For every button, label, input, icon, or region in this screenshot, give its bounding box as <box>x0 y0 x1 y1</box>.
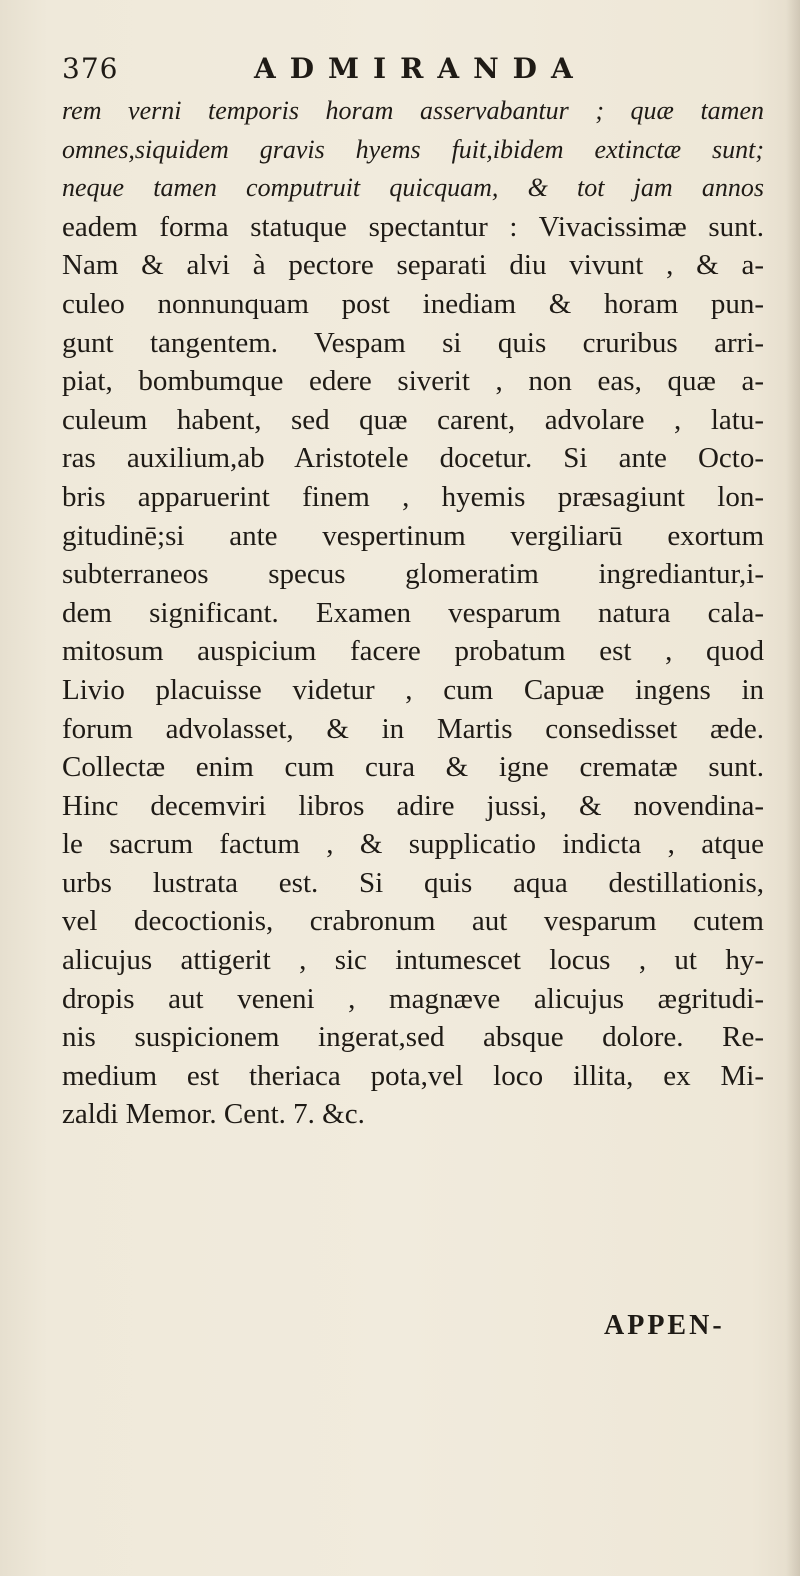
text-line: subterraneos specus glomeratim ingrediantur,i- <box>62 558 764 591</box>
text-line: zaldi Memor. Cent. 7. &c. <box>62 1098 365 1131</box>
text-line: gitudinē;si ante vespertinum vergiliarū exortum <box>62 519 764 552</box>
text-line: dem significant. Examen vesparum natura cala- <box>62 596 764 629</box>
text-line: Nam & alvi à pectore separati diu vivunt , & a- <box>62 249 764 282</box>
text-line: nis suspicionem ingerat,sed absque dolore. Re- <box>62 1021 764 1054</box>
text-line: medium est theriaca pota,vel loco illita, ex Mi- <box>62 1059 764 1092</box>
text-line: le sacrum factum , & supplicatio indicta , atque <box>62 828 764 861</box>
text-line: alicujus attigerit , sic intumescet locus , ut hy- <box>62 944 764 977</box>
text-line: vel decoctionis, crabronum aut vesparum cutem <box>62 905 764 938</box>
text-line: mitosum auspicium facere probatum est , quod <box>62 635 764 668</box>
text-line: piat, bombumque edere siverit , non eas, quæ a- <box>62 365 764 398</box>
text-line: culeum habent, sed quæ carent, advolare , latu- <box>62 403 764 436</box>
text-line: omnes,siquidem gravis hyems fuit,ibidem extinctæ sunt; <box>62 134 764 164</box>
text-line: Livio placuisse videtur , cum Capuæ ingens in <box>62 673 764 706</box>
text-line: rem verni temporis horam asservabantur ; quæ tamen <box>62 96 764 125</box>
text-line: culeo nonnunquam post inediam & horam pun- <box>62 287 764 320</box>
text-line: Collectæ enim cum cura & igne crematæ sunt. <box>62 751 764 784</box>
text-line: dropis aut veneni , magnæve alicujus ægritudi- <box>62 982 764 1015</box>
text-line: ras auxilium,ab Aristotele docetur. Si ante Octo- <box>62 442 764 475</box>
running-title: ADMIRANDA <box>254 52 587 85</box>
text-line: Hinc decemviri libros adire jussi, & novendina- <box>62 789 764 822</box>
text-line: eadem forma statuque spectantur : Vivacissimæ sunt. <box>62 210 764 243</box>
body-text <box>62 92 764 1134</box>
text-line: neque tamen computruit quicquam, & tot jam annos <box>62 173 764 203</box>
text-line: gunt tangentem. Vespam si quis cruribus arri- <box>62 326 764 359</box>
text-line: bris apparuerint finem , hyemis præsagiunt lon- <box>62 480 764 513</box>
text-line: urbs lustrata est. Si quis aqua destillationis, <box>62 866 764 899</box>
page-number: 376 <box>62 52 119 85</box>
text-line: forum advolasset, & in Martis consedisset æde. <box>62 712 764 745</box>
catchword: APPEN- <box>604 1310 725 1341</box>
page-header <box>62 50 762 90</box>
